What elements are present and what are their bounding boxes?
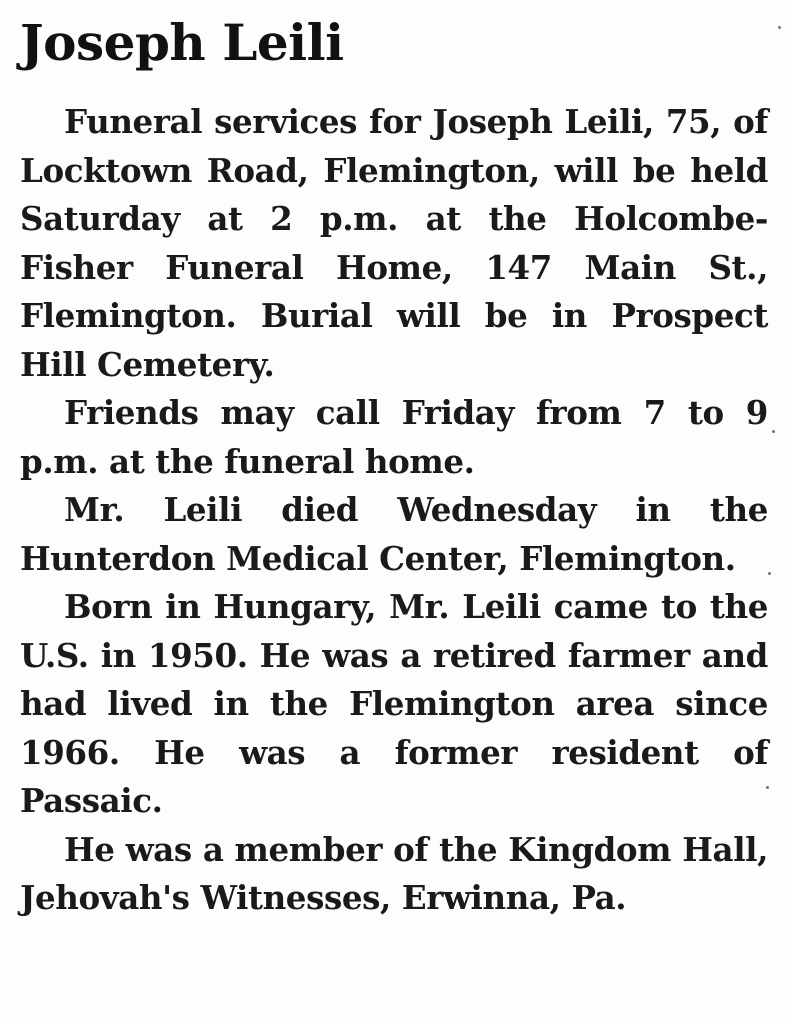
paragraph-funeral-services: Funeral services for Joseph Leili, 75, of Locktown Road, Flemington, will be held Saturday at 2 p.m. at the Holcombe-Fisher Funeral Home, 147 Main St., Flemington. Burial will be in Prospect Hill Cemetery. [20,102,768,384]
paragraph-membership: He was a member of the Kingdom Hall, Jehovah's Witnesses, Erwinna, Pa. [20,829,768,917]
paragraph-visitation: Friends may call Friday from 7 to 9 p.m. at the funeral home. [20,393,768,481]
obituary-body [20,98,768,923]
obituary-headline: Joseph Leili [20,13,344,72]
scan-speck [778,26,781,29]
paragraph-death: Mr. Leili died Wednesday in the Hunterdon Medical Center, Flemington. [20,490,768,578]
scan-speck [766,786,769,789]
paragraph-biography: Born in Hungary, Mr. Leili came to the U.S. in 1950. He was a retired farmer and had lived in the Flemington area since 1966. He was a former resident of Passaic. [20,587,768,820]
scan-speck [768,572,771,575]
scan-speck [772,430,775,433]
